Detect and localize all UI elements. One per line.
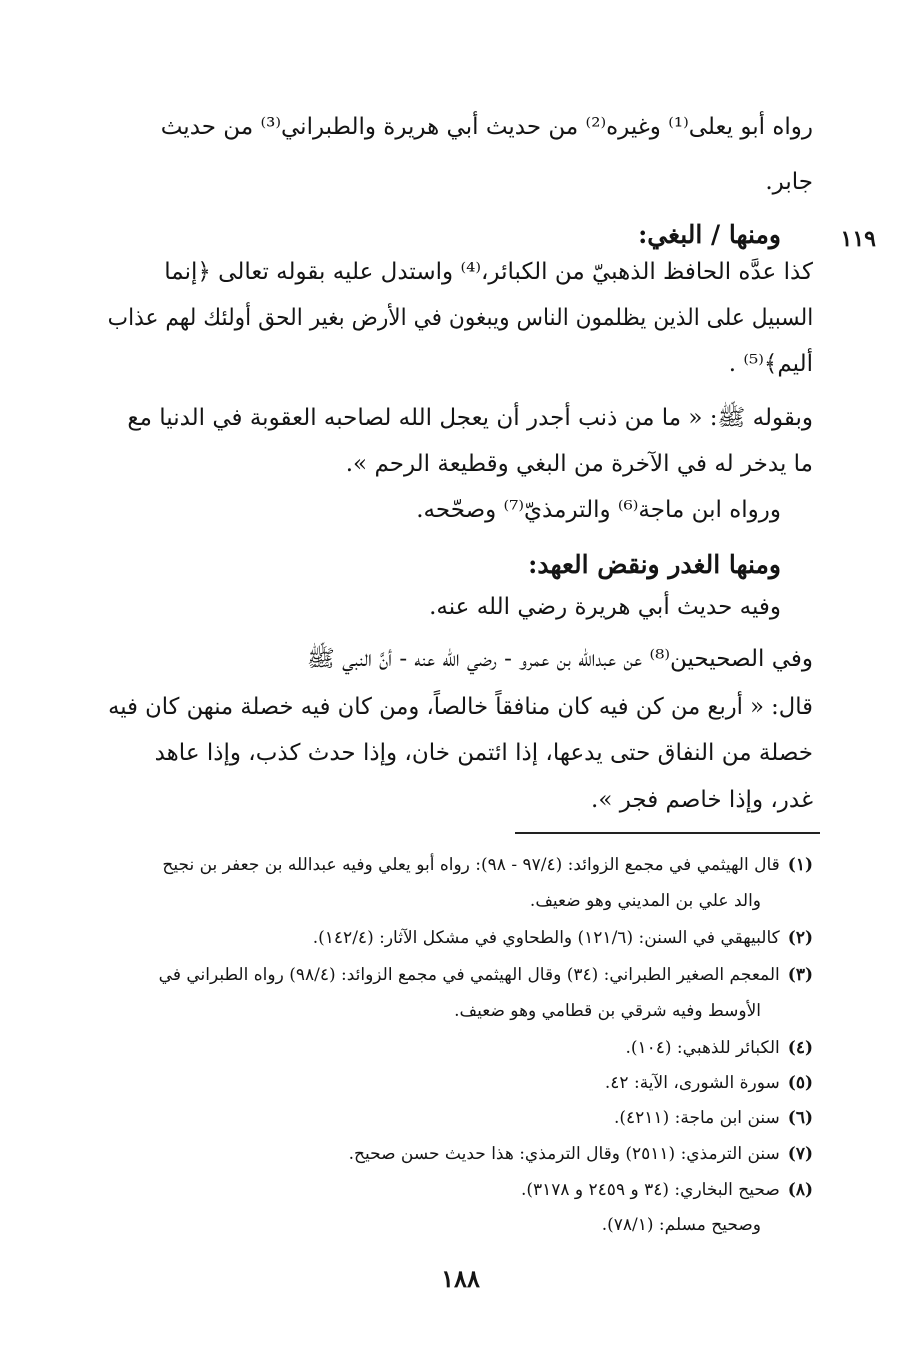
body-line: رواه أبو يعلى⁽¹⁾ وغيره⁽²⁾ من حديث أبي هريرة والطبراني⁽³⁾ من حديث — [160, 114, 813, 140]
body-line: وبقوله ﷺ: « ما من ذنب أجدر أن يعجل الله لصاحبه العقوبة في الدنيا مع — [127, 405, 813, 431]
footnote-text: سورة الشورى، الآية: ٤٢. — [604, 1073, 780, 1093]
footnote — [521, 1180, 813, 1201]
footnote-text: كالبيهقي في السنن: (١٢١/٦) والطحاوي في مشكل الآثار: (١٤٢/٤). — [312, 928, 780, 948]
footnote-number: (٣) — [787, 965, 813, 985]
footnote-number: (٨) — [787, 1180, 813, 1200]
footnote — [614, 1108, 813, 1129]
footnote-continuation — [602, 1215, 761, 1236]
footnote-text: والد علي بن المديني وهو ضعيف. — [529, 891, 761, 911]
footnote — [349, 1144, 813, 1165]
body-line: ورواه ابن ماجة⁽⁶⁾ والترمذيّ⁽⁷⁾ وصحّحه. — [416, 497, 781, 523]
section-heading-ghadr: ومنها الغدر ونقض العهد: — [528, 550, 781, 579]
footnote — [625, 1038, 813, 1059]
footnote-text: سنن الترمذي: (٢٥١١) وقال الترمذي: هذا حديث حسن صحيح. — [348, 1144, 780, 1164]
footnote-text: الكبائر للذهبي: (١٠٤). — [625, 1038, 780, 1058]
body-line: أليم﴾⁽⁵⁾ . — [728, 351, 813, 377]
footnote-text: صحيح البخاري: (٣٤ و ٢٤٥٩ و ٣١٧٨). — [520, 1180, 780, 1200]
footnote-separator — [515, 832, 820, 834]
footnote-number: (٢) — [787, 928, 813, 948]
footnote — [162, 855, 813, 876]
footnote-text: وصحيح مسلم: (٧٨/١). — [601, 1215, 761, 1235]
body-line: وفي الصحيحين⁽⁸⁾ عن عبدالله بن عمرو - رضي الله عنه - أنَّ النبي ﷺ — [307, 646, 813, 672]
body-line: جابر. — [765, 169, 813, 195]
section-heading-baghy: ومنها / البغي: — [638, 220, 781, 249]
footnote-text: سنن ابن ماجة: (٤٢١١). — [613, 1108, 780, 1128]
footnote-text: الأوسط وفيه شرقي بن قطامي وهو ضعيف. — [454, 1001, 761, 1021]
footnote-number: (٤) — [787, 1038, 813, 1058]
body-line: غدر، وإذا خاصم فجر ». — [591, 787, 813, 813]
body-line: ما يدخر له في الآخرة من البغي وقطيعة الرحم ». — [345, 451, 813, 477]
footnote-number: (٦) — [787, 1108, 813, 1128]
footnote — [313, 928, 813, 949]
body-line: خصلة من النفاق حتى يدعها، إذا ائتمن خان، وإذا حدث كذب، وإذا عاهد — [154, 740, 813, 766]
footnote-text: قال الهيثمي في مجمع الزوائد: (٩٧/٤ - ٩٨): رواه أبو يعلي وفيه عبدالله بن جعفر بن نجيح — [162, 855, 780, 875]
body-line: وفيه حديث أبي هريرة رضي الله عنه. — [429, 594, 781, 620]
footnote — [605, 1073, 813, 1094]
footnote-text: المعجم الصغير الطبراني: (٣٤) وقال الهيثمي في مجمع الزوائد: (٩٨/٤) رواه الطبراني في — [158, 965, 780, 985]
page-number: ١٨٨ — [441, 1264, 480, 1293]
footnote-number: (١) — [787, 855, 813, 875]
footnote-number: (٧) — [787, 1144, 813, 1164]
body-line: كذا عدَّه الحافظ الذهبيّ من الكبائر،⁽⁴⁾ واستدل عليه بقوله تعالى ﴿إنما — [164, 259, 813, 285]
footnote-continuation — [530, 891, 761, 912]
marginal-entry-number: ١١٩ — [840, 226, 876, 252]
footnote-continuation — [454, 1001, 761, 1022]
body-line: السبيل على الذين يظلمون الناس ويبغون في الأرض بغير الحق أولئك لهم عذاب — [107, 305, 813, 331]
body-line: قال: « أربع من كن فيه كان منافقاً خالصاً، ومن كان فيه خصلة منهن كان فيه — [108, 694, 813, 720]
footnote-number: (٥) — [787, 1073, 813, 1093]
footnote — [159, 965, 813, 986]
